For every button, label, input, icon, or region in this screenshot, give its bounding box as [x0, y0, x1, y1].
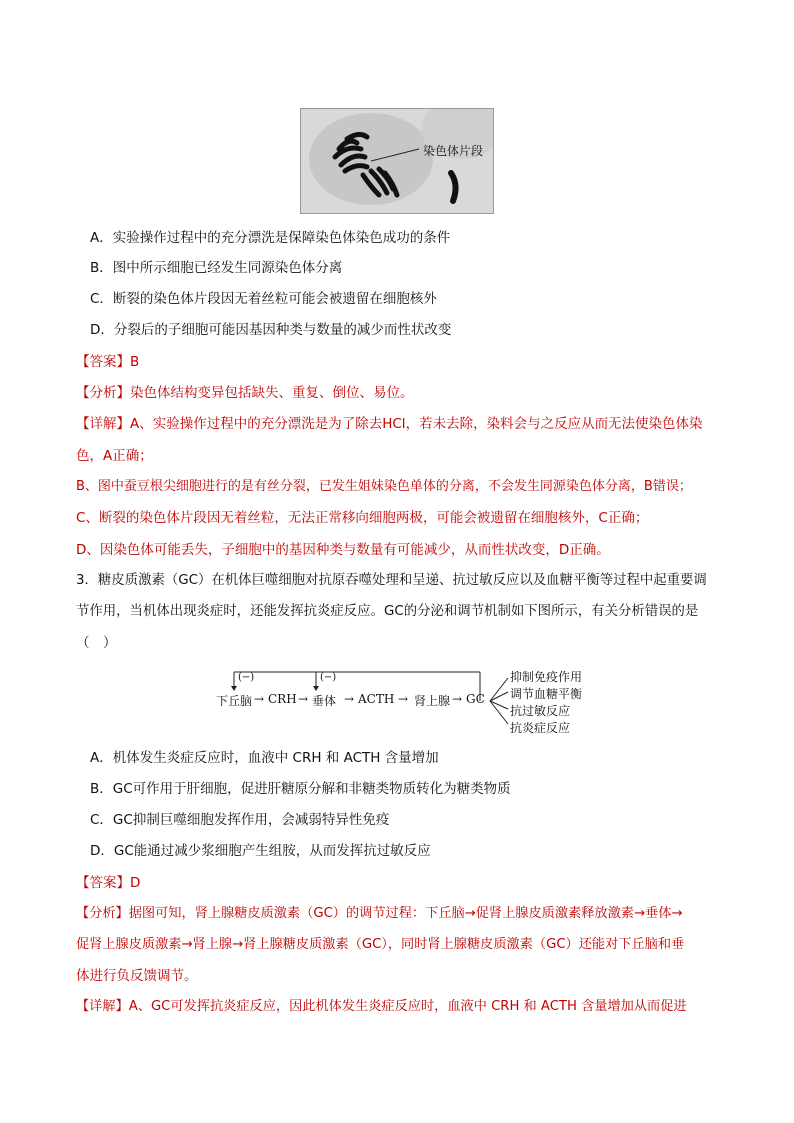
detail-tag: 【详解】 — [76, 416, 130, 432]
q3-stem-line: 节作用，当机体出现炎症时，还能发挥抗炎症反应。GC的分泌和调节机制如下图所示，有关分析错误的是 — [76, 604, 699, 619]
q2-detail — [76, 414, 703, 434]
gc-regulation-diagram: (−) (−) 下丘脑 → CRH → 垂体 → ACTH → 肾上腺 → GC 抑制免疫作用 调节血糖平衡 抗过敏反应 抗炎症反应 — [216, 668, 596, 738]
chromosome-micrograph — [300, 108, 494, 214]
q3-option-c: C．GC抑制巨噬细胞发挥作用，会减弱特异性免疫 — [90, 812, 390, 828]
node-hypothalamus: 下丘脑 — [216, 694, 253, 708]
node-gc: GC — [466, 692, 485, 706]
detail-line: 色，A正确； — [76, 448, 153, 464]
answer-value: B — [130, 354, 140, 370]
figure-label: 染色体片段 — [423, 144, 484, 158]
q2-analysis — [76, 383, 414, 403]
analysis-text: 染色体结构变异包括缺失、重复、倒位、易位。 — [130, 385, 414, 401]
analysis-line: 体进行负反馈调节。 — [76, 968, 198, 984]
q3-detail — [76, 997, 687, 1017]
effect-anti-inflammation: 抗炎症反应 — [510, 721, 571, 735]
node-adrenal: 肾上腺 — [414, 694, 451, 708]
effect-glucose-balance: 调节血糖平衡 — [510, 687, 583, 701]
detail-tag: 【详解】 — [76, 999, 129, 1014]
answer-tag: 【答案】 — [76, 354, 130, 370]
q3-option-b: B．GC可作用于肝细胞，促进肝糖原分解和非糖类物质转化为糖类物质 — [90, 781, 511, 797]
q2-option-c: C．断裂的染色体片段因无着丝粒可能会被遗留在细胞核外 — [90, 291, 437, 307]
analysis-line: 据图可知，肾上腺糖皮质激素（GC）的调节过程：下丘脑→促肾上腺皮质激素释放激素→垂体→ — [128, 906, 683, 921]
node-pituitary: 垂体 — [312, 694, 337, 708]
analysis-line: 促肾上腺皮质激素→肾上腺→肾上腺糖皮质激素（GC），同时肾上腺糖皮质激素（GC）还能对下丘脑和垂 — [76, 937, 685, 952]
effect-immunosuppression: 抑制免疫作用 — [510, 670, 583, 684]
detail-line: A、实验操作过程中的充分漂洗是为了除去HCl，若未去除，染料会与之反应从而无法使染色体染 — [130, 416, 703, 432]
q3-stem-line: 3．糖皮质激素（GC）在机体巨噬细胞对抗原吞噬处理和呈递、抗过敏反应以及血糖平衡等过程中起重要调 — [76, 573, 707, 588]
micrograph-image — [301, 109, 493, 213]
node-crh: CRH — [268, 692, 297, 706]
q2-answer — [76, 352, 139, 372]
detail-line: A、GC可发挥抗炎症反应，因此机体发生炎症反应时，血液中 CRH 和 ACTH 含量增加从而促进 — [128, 999, 687, 1014]
q3-answer — [76, 873, 140, 893]
q2-option-a: A．实验操作过程中的充分漂洗是保障染色体染色成功的条件 — [90, 230, 451, 246]
q3-analysis — [76, 904, 682, 924]
answer-tag: 【答案】 — [76, 875, 130, 891]
analysis-tag: 【分析】 — [76, 385, 130, 401]
effect-anti-allergy: 抗过敏反应 — [510, 704, 571, 718]
q3-option-a: A．机体发生炎症反应时，血液中 CRH 和 ACTH 含量增加 — [90, 750, 439, 766]
node-acth: ACTH — [358, 692, 395, 706]
detail-line: C、断裂的染色体片段因无着丝粒，无法正常移向细胞两极，可能会被遗留在细胞核外，C正确； — [76, 510, 649, 526]
analysis-tag: 【分析】 — [76, 906, 129, 921]
q3-stem-line: （ ） — [76, 635, 117, 651]
q2-option-d: D．分裂后的子细胞可能因基因种类与数量的减少而性状改变 — [90, 322, 452, 338]
q3-option-d: D．GC能通过减少浆细胞产生组胺，从而发挥抗过敏反应 — [90, 843, 431, 859]
negative-feedback-1: (−) — [238, 672, 255, 683]
detail-line: B、图中蚕豆根尖细胞进行的是有丝分裂，已发生姐妹染色单体的分离，不会发生同源染色体分离，B错误； — [76, 479, 692, 494]
negative-feedback-2: (−) — [320, 672, 337, 683]
detail-line: D、因染色体可能丢失，子细胞中的基因种类与数量有可能减少，从而性状改变，D正确。 — [76, 542, 610, 558]
q2-option-b: B．图中所示细胞已经发生同源染色体分离 — [90, 260, 343, 276]
answer-value: D — [130, 875, 141, 891]
